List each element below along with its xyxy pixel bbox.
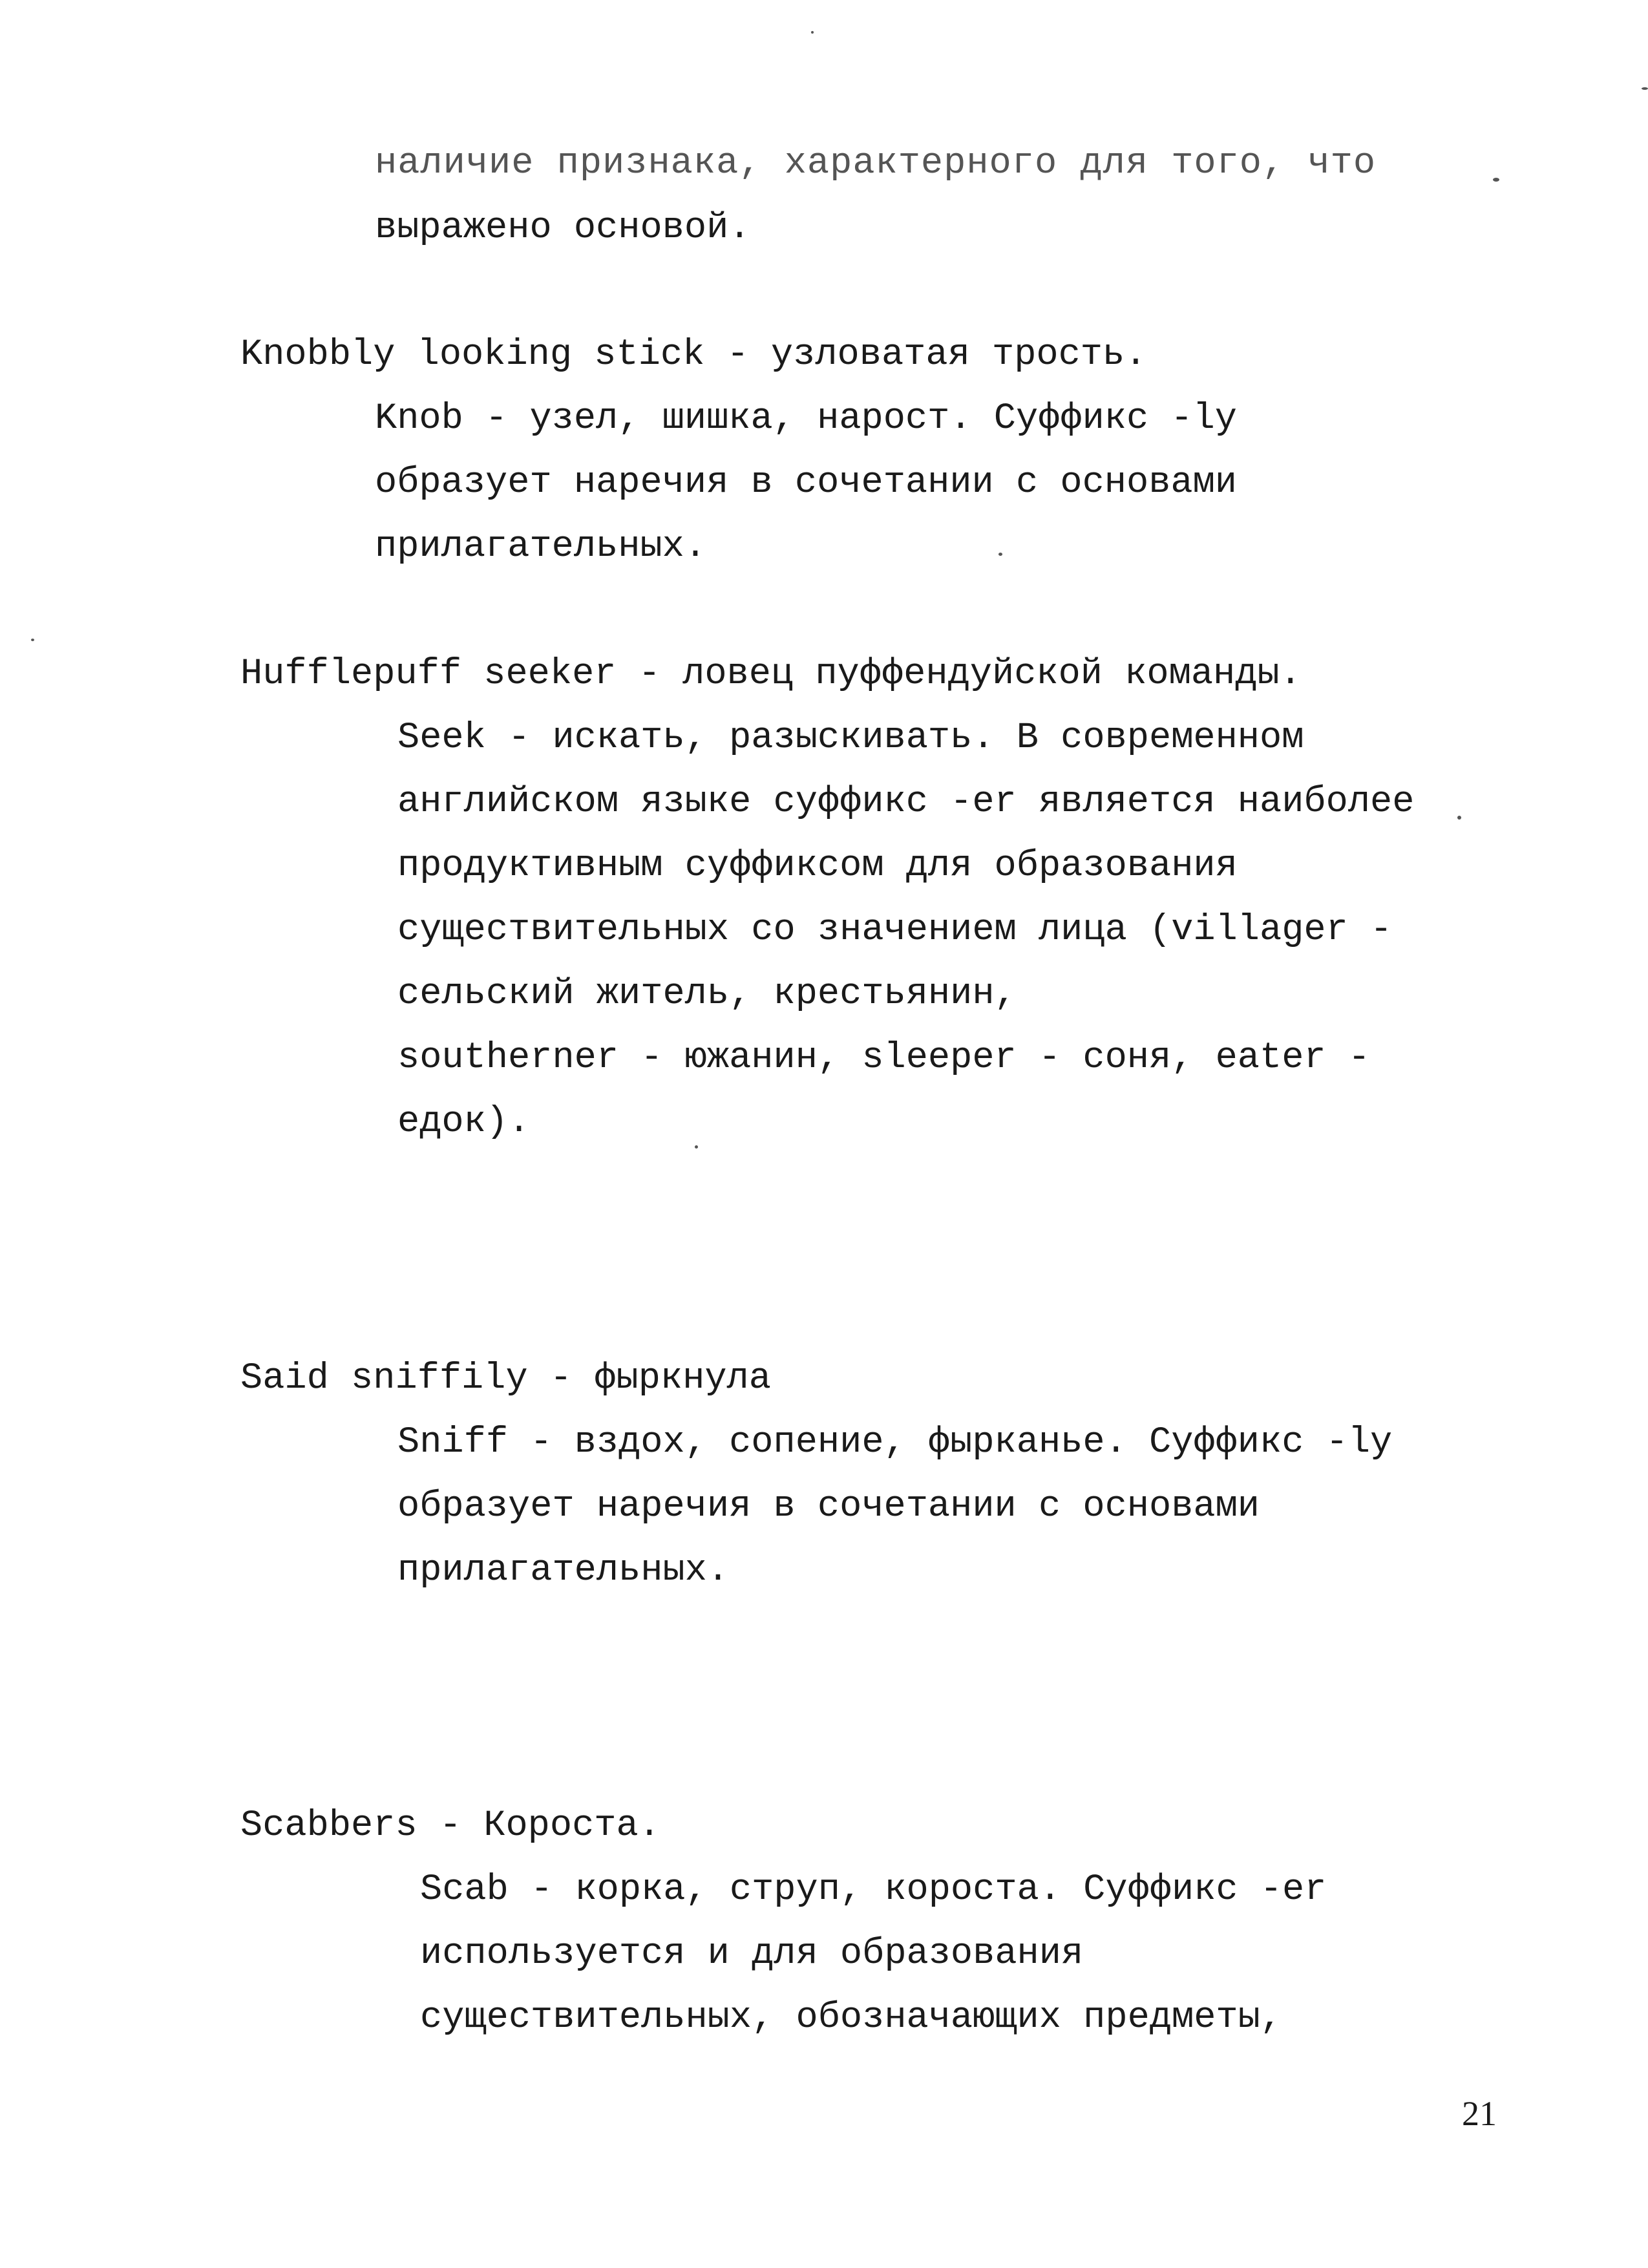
- entry-line: Scab - корка, струп, короста. Суффикс -er: [420, 1869, 1327, 1911]
- page-number: 21: [1462, 2094, 1497, 2133]
- continuation-line: выражено основой.: [375, 207, 751, 249]
- entry-heading: Said sniffily - фыркнула: [240, 1358, 771, 1399]
- entry-line: английском языке суффикс -er является наиболее: [397, 781, 1415, 823]
- scan-speck: [695, 1145, 698, 1149]
- entry-heading: Knobbly looking stick - узловатая трость.: [240, 334, 1147, 376]
- continuation-line: наличие признака, характерного для того, что: [375, 143, 1377, 184]
- entry-heading: Scabbers - Короста.: [240, 1805, 660, 1847]
- entry-line: существительных, обозначающих предметы,: [420, 1997, 1283, 2039]
- entry-line: сельский житель, крестьянин,: [397, 973, 1017, 1015]
- entry-heading: Hufflepuff seeker - ловец пуффендуйской команды.: [240, 653, 1302, 695]
- entry-line: Sniff - вздох, сопение, фырканье. Суффикс -ly: [397, 1422, 1393, 1463]
- entry-line: едок).: [397, 1101, 531, 1143]
- entry-line: Knob - узел, шишка, нарост. Суффикс -ly: [375, 398, 1238, 440]
- entry-line: southerner - южанин, sleeper - соня, eater -: [397, 1037, 1371, 1079]
- scan-speck: [998, 553, 1002, 556]
- scan-speck: [1642, 87, 1648, 90]
- entry-line: используется и для образования: [420, 1933, 1084, 1975]
- entry-line: образует наречия в сочетании с основами: [397, 1486, 1260, 1527]
- entry-line: прилагательных.: [397, 1550, 730, 1591]
- entry-line: Seek - искать, разыскивать. В современном: [397, 717, 1304, 759]
- scan-speck: [1493, 178, 1499, 182]
- entry-line: образует наречия в сочетании с основами: [375, 462, 1238, 503]
- entry-line: продуктивным суффиксом для образования: [397, 845, 1238, 887]
- scan-speck: [1457, 816, 1461, 820]
- scan-speck: [811, 31, 814, 34]
- entry-line: прилагательных.: [375, 526, 707, 567]
- entry-line: существительных со значением лица (villager -: [397, 909, 1393, 951]
- scan-speck: [31, 639, 34, 641]
